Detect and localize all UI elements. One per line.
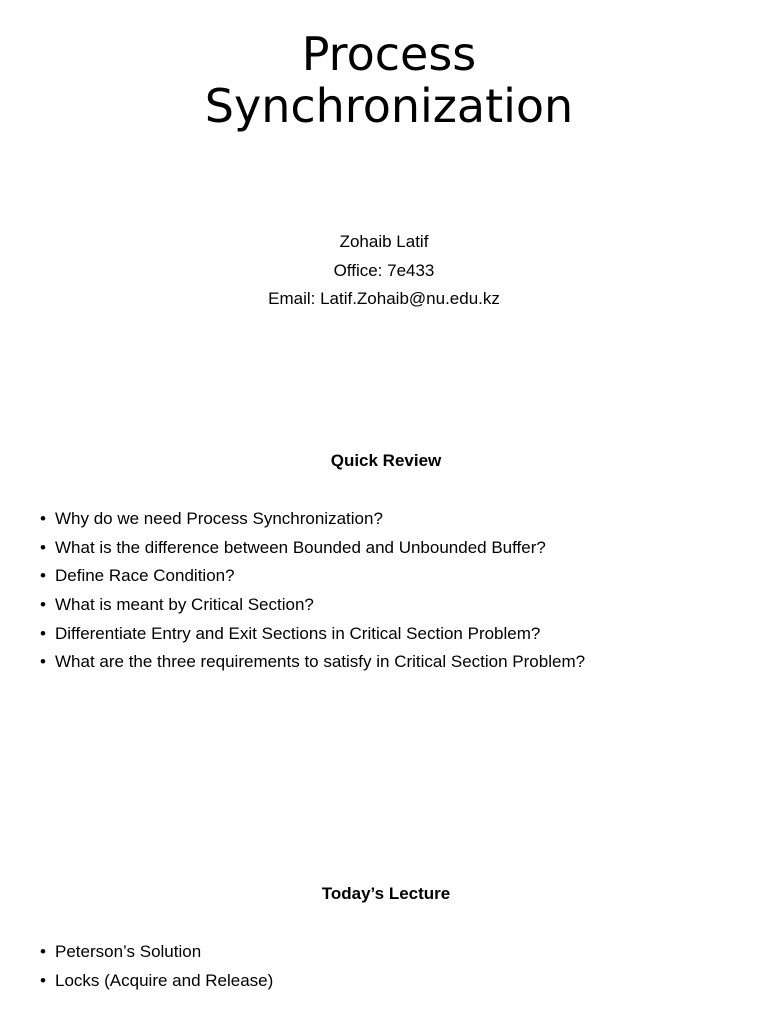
title-line-2: Synchronization — [204, 79, 574, 133]
author-email: Email: Latif.Zohaib@nu.edu.kz — [268, 289, 500, 308]
quick-review-list — [40, 507, 585, 679]
slide-title — [0, 28, 768, 132]
list-item — [40, 536, 585, 565]
list-item-text: What is meant by Critical Section? — [55, 595, 314, 615]
list-item-text: What are the three requirements to satisfy in Critical Section Problem? — [55, 652, 586, 672]
list-item-text: Why do we need Process Synchronization? — [55, 509, 383, 528]
bullet-icon: • — [40, 509, 46, 528]
bullet-icon: • — [40, 595, 46, 615]
bullet-icon: • — [40, 566, 46, 586]
list-item — [40, 650, 585, 679]
list-item-text: What is the difference between Bounded and Unbounded Buffer? — [55, 537, 546, 557]
list-item — [40, 969, 273, 998]
author-office: Office: 7e433 — [333, 260, 435, 280]
bullet-icon: • — [40, 652, 46, 672]
bullet-icon: • — [40, 623, 46, 643]
list-item-text: Locks (Acquire and Release) — [55, 970, 274, 990]
list-item-text: Differentiate Entry and Exit Sections in Critical Section Problem? — [55, 623, 541, 643]
quick-review-heading: Quick Review — [330, 451, 442, 470]
list-item — [40, 593, 585, 622]
author-name: Zohaib Latif — [339, 232, 429, 251]
author-info — [0, 228, 768, 314]
list-item-text: Peterson’s Solution — [55, 942, 202, 961]
list-item — [40, 507, 585, 536]
title-line-1: Process — [301, 27, 477, 81]
list-item — [40, 940, 273, 969]
list-item — [40, 564, 585, 593]
bullet-icon: • — [40, 970, 46, 990]
list-item-text: Define Race Condition? — [55, 566, 235, 586]
list-item — [40, 622, 585, 651]
bullet-icon: • — [40, 537, 46, 557]
bullet-icon: • — [40, 942, 46, 961]
todays-lecture-list — [40, 940, 273, 997]
todays-lecture-heading: Today’s Lecture — [321, 884, 451, 903]
